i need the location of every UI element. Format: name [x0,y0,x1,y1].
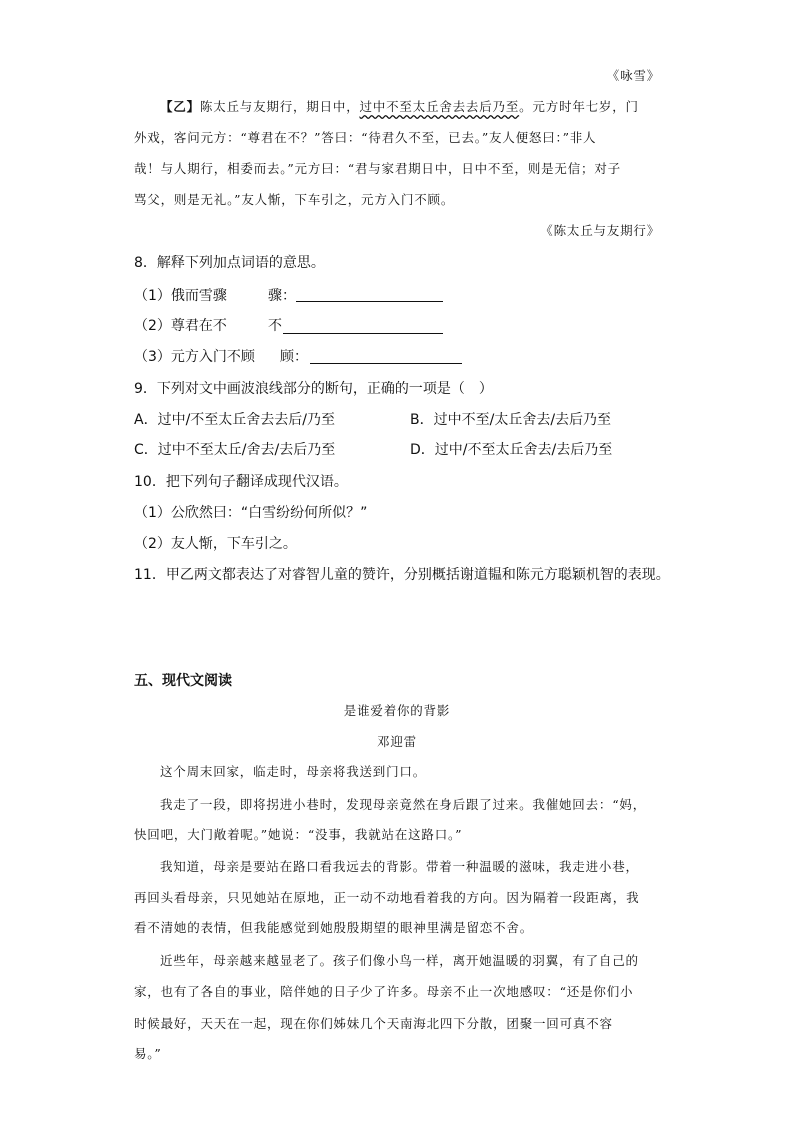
article-paragraph-line: 我走了一段，即将拐进小巷时，发现母亲竟然在身后跟了过来。我催她回去：“妈， [160,797,646,812]
section-heading: 五、现代文阅读 [134,673,232,689]
q8-item-label: （2）尊君在不 [134,318,227,334]
q9-option-d[interactable]: D．过中/不至太丘舍去/去后乃至 [410,442,613,458]
article-paragraph-line: 再回头看母亲，只见她站在原地，正一动不动地看着我的方向。因为隔着一段距离，我 [134,890,640,905]
q8-item-word: 不 [268,318,282,334]
q9-option-c[interactable]: C．过中不至太丘/舍去/去后乃至 [134,442,336,458]
yi-passage-line: 骂父，则是无礼。”友人惭，下车引之，元方入门不顾。 [134,192,455,207]
q9-option-b[interactable]: B．过中不至/太丘舍去/去后乃至 [410,412,612,428]
article-paragraph-line: 看不清她的表情，但我能感觉到她殷殷期望的眼神里满是留恋不舍。 [134,920,534,935]
article-paragraph-line: 易。” [134,1046,162,1061]
yi-source: 《陈太丘与友期行》 [540,223,660,238]
question-11-stem: 11．甲乙两文都表达了对睿智儿童的赞许，分别概括谢道韫和陈元方聪颖机智的表现。 [134,567,670,583]
q8-item-word: 骤： [268,288,296,304]
article-author: 邓迎雷 [377,734,417,749]
yi-before-wavy: 陈太丘与友期行，期日中， [199,99,360,114]
q9-option-a[interactable]: A．过中/不至太丘舍去去后/乃至 [134,412,336,428]
question-9-stem: 9．下列对文中画波浪线部分的断句，正确的一项是（ ） [134,381,493,397]
q10-item: （1）公欣然曰：“白雪纷纷何所似？” [134,505,368,521]
yongxue-source: 《咏雪》 [606,68,660,83]
q10-item: （2）友人惭，下车引之。 [134,536,297,552]
article-paragraph-line: 时候最好，天天在一起，现在你们姊妹几个天南海北四下分散，团聚一回可真不容 [134,1016,613,1031]
yi-passage-line: 外戏，客问元方：“尊君在不？”答曰：“待君久不至，已去。”友人便怒曰：”非人 [134,130,597,145]
article-paragraph-line: 快回吧，大门敞着呢。”她说：“没事，我就站在这路口。” [134,827,463,842]
article-title: 是谁爱着你的背影 [343,703,451,718]
article-paragraph-line: 近些年，母亲越来越显老了。孩子们像小鸟一样，离开她温暖的羽翼，有了自己的 [160,953,639,968]
article-paragraph-line: 这个周末回家，临走时，母亲将我送到门口。 [160,764,427,779]
yi-after-wavy: 。元方时年七岁，门 [519,99,639,114]
wavy-underlined-phrase: 过中不至太丘舍去去后乃至 [359,99,520,114]
article-paragraph-line: 我知道，母亲是要站在路口看我远去的背影。带着一种温暖的滋味，我走进小巷， [160,859,639,874]
yi-tag: 【乙】 [160,99,200,114]
question-8-stem: 8．解释下列加点词语的意思。 [134,255,325,271]
q8-item-word: 顾： [280,349,308,365]
answer-blank[interactable] [296,301,443,302]
question-10-stem: 10．把下列句子翻译成现代汉语。 [134,474,348,490]
yi-passage-line: 哉！与人期行，相委而去。”元方曰：“君与家君期日中，日中不至，则是无信；对子 [134,161,621,176]
article-paragraph-line: 家，也有了各自的事业，陪伴她的日子少了许多。母亲不止一次地感叹：“还是你们小 [134,984,634,999]
q8-item-label: （3）元方入门不顾 [134,349,255,365]
answer-blank[interactable] [310,363,462,364]
q8-item-label: （1）俄而雪骤 [134,288,227,304]
answer-blank[interactable] [283,333,443,334]
yi-passage-line-1 [160,97,639,117]
